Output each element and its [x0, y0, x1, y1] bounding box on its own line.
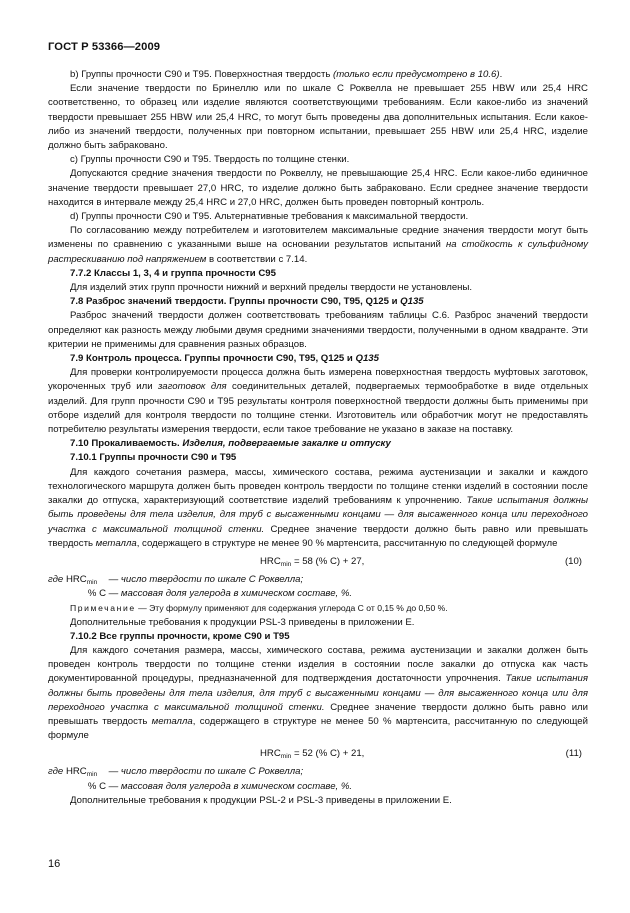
section-heading-7-9 — [48, 352, 588, 366]
heading-text: 7.10 Прокаливаемость. — [70, 438, 183, 450]
definition-text: — число твердости по шкале С Роквелла; — [106, 766, 304, 778]
text: Среднее значение твердости должно быть равно или превышать твердость — [48, 523, 588, 549]
heading-text: 7.9 Контроль процесса. Группы прочности С90, Т95, Q125 и — [70, 353, 356, 365]
symbol-text: % C — [87, 780, 106, 792]
page-header-title: ГОСТ Р 53366—2009 — [48, 41, 161, 53]
where-lead: где — [48, 766, 64, 778]
definition-text: — число твердости по шкале С Роквелла; — [106, 573, 304, 585]
symbol-text: HRC — [65, 766, 87, 778]
where-definition — [48, 765, 588, 779]
symbol-subscript: min — [86, 578, 98, 586]
note-text: — Эту формулу применяют для содержания углерода С от 0,15 % до 0,50 %. — [135, 603, 448, 614]
paragraph: Дополнительные требования к продукции PSL-3 приведены в приложении Е. — [70, 616, 415, 628]
where-symbol — [48, 765, 106, 779]
page-number: 16 — [48, 858, 61, 870]
paragraph — [48, 224, 588, 267]
symbol-text: HRC — [65, 573, 87, 585]
heading-italic-text: Q135 — [400, 296, 424, 308]
where-symbol — [48, 780, 106, 794]
text: b) Группы прочности С90 и Т95. Поверхностная твердость — [70, 69, 334, 80]
symbol-text: % C — [87, 588, 106, 600]
paragraph — [48, 366, 588, 437]
text: , содержащего в структуре не менее 90 % мартенсита, рассчитанную по следующей формуле — [136, 537, 558, 549]
formula-10 — [48, 551, 588, 573]
section-heading-7-10-2: 7.10.2 Все группы прочности, кроме С90 и Т95 — [70, 630, 290, 642]
paragraph — [48, 68, 588, 82]
paragraph — [48, 644, 588, 743]
text: Для проверки контролируемости процесса должна быть измерена поверхностная твердость муфтовых заготовок, укороченных труб или — [48, 367, 588, 393]
document-body — [48, 68, 588, 808]
formula-symbol: HRC — [260, 555, 281, 567]
section-heading-7-10-1: 7.10.1 Группы прочности С90 и Т95 — [70, 452, 237, 464]
italic-text: Такие испытания должны быть проведены для тела изделия, для труб с высаженными концами — для высаженного конца или для переходного участка с максимальной толщиной стенки. — [48, 673, 588, 713]
formula-number: (11) — [565, 748, 582, 760]
formula-subscript: min — [280, 753, 292, 761]
formula-expression — [260, 551, 364, 573]
heading-italic-text: Q135 — [355, 353, 379, 365]
italic-text: Такие испытания должны быть проведены для тела изделия, для труб с высаженными концами — для высаженного конца или переходного участка с максимальной толщиной стенки. — [48, 495, 588, 535]
formula-subscript: min — [280, 560, 292, 568]
formula-number: (10) — [564, 555, 582, 567]
paragraph: d) Группы прочности С90 и Т95. Альтернативные требования к максимальной твердости. — [70, 211, 469, 223]
text: Для каждого сочетания размера, массы, химического состава, режима аустенизации и закалки и каждого технологического маршрута должен быть проведен контроль твердости по толщине стенки изделий в состоянии после закалки до отпуска, характеризующий соответствие изделий требованиям к упрочнению. — [48, 466, 588, 507]
paragraph: Для изделий этих групп прочности нижний и верхний пределы твердости не установлены. — [70, 282, 473, 294]
section-heading-7-8 — [48, 295, 588, 309]
paragraph: c) Группы прочности С90 и Т95. Твердость по толщине стенки. — [70, 154, 350, 166]
text: По согласованию между потребителем и изготовителем максимальные средние значения твердости могут быть изменены по сравнению с указанными выше на основании результатов испытаний — [48, 225, 588, 251]
text: в соответствии с 7.14. — [206, 253, 308, 265]
formula-expression — [260, 743, 364, 765]
italic-text: заготовок для — [157, 381, 227, 393]
paragraph: Если значение твердости по Бринеллю или по шкале С Роквелла не превышает 255 HBW или 25,4 HRC соответственно, то образец или изделие являются соответствующими требованиям. Если какое-либо из значений твердости превышает 255 HBW или 25,4 HRC, то могут быть проведены два дополнительных испытания. Если какое-либо из значений твердости, полученных при повторном испытании, превышает 255 HBW или 25,4 HRC, изделие должно быть забраковано. — [48, 83, 588, 152]
italic-text: (только если предусмотрено в 10.6) — [333, 69, 500, 80]
formula-11 — [48, 743, 588, 765]
italic-text: на стойкость к сульфидному растрескиванию под напряжением — [48, 239, 589, 265]
heading-italic-text: Изделия, подвергаемые закалке и отпуску — [182, 438, 391, 450]
paragraph — [48, 466, 588, 551]
paragraph: Дополнительные требования к продукции PSL-2 и PSL-3 приведены в приложении Е. — [70, 794, 452, 806]
definition-text: — массовая доля углерода в химическом составе, %. — [106, 588, 353, 600]
definition-text: — массовая доля углерода в химическом составе, %. — [106, 780, 353, 792]
note — [48, 601, 588, 615]
where-definition — [48, 587, 588, 601]
text: , содержащего в структуре не менее 50 % мартенсита, рассчитанную по следующей формуле — [48, 715, 589, 742]
symbol-subscript: min — [86, 771, 98, 779]
where-definition — [48, 780, 588, 794]
text: соединительных деталей, подвергаемых термообработке в виде отдельных изделий. Для групп прочности С90 и Т95 результаты контроля поверхностной твердости должны быть применимы при отборе изделий для контроля твердости по толщине стенки. Изготовитель или обработчик могут не предоставлять потребителю результаты измерения твердости, если такое требование не указано в заказе на поставку. — [48, 381, 588, 436]
heading-text: 7.8 Разброс значений твердости. Группы прочности С90, Т95, Q125 и — [70, 296, 401, 308]
where-definition — [48, 573, 588, 587]
italic-text: металла — [151, 715, 193, 727]
note-label: Примечание — [70, 603, 136, 614]
formula-rhs: = 52 (% C) + 21, — [291, 748, 365, 760]
where-lead: где — [48, 573, 64, 585]
where-symbol — [48, 573, 106, 587]
paragraph: Допускаются средние значения твердости по Роквеллу, не превышающие 25,4 HRC. Если какое-либо единичное значение твердости превышает 27,0 HRC, то изделие должно быть забраковано. Если среднее значение твердости находится в интервале между 25,4 HRC и 27,0 HRC, должен быть проведен повторный контроль. — [48, 168, 588, 208]
formula-rhs: = 58 (% C) + 27, — [291, 555, 365, 567]
where-symbol — [48, 587, 106, 601]
section-heading-7-7-2: 7.7.2 Классы 1, 3, 4 и группа прочности С95 — [70, 267, 276, 279]
paragraph: Разброс значений твердости должен соответствовать требованиям таблицы С.6. Разброс значений твердости определяют как разность между любыми двумя средними значениями твердости, полученными в одном квадранте. Эти критерии не применимы для сравнения разных образцов. — [48, 310, 588, 350]
italic-text: металла — [95, 537, 137, 549]
text: Среднее значение твердости должно быть равно или превышать твердость — [48, 701, 589, 727]
section-heading-7-10 — [48, 437, 588, 451]
formula-symbol: HRC — [260, 748, 281, 760]
text: Для каждого сочетания размера, массы, химического состава, режима аустенизации и закалки должен быть проведен контроль твердости по толщине стенки изделия в состоянии после закалки до отпуска как часть документированной процедуры, предназначенной для подтверждения достаточности упрочнения. — [48, 644, 588, 685]
text: . — [499, 69, 503, 80]
